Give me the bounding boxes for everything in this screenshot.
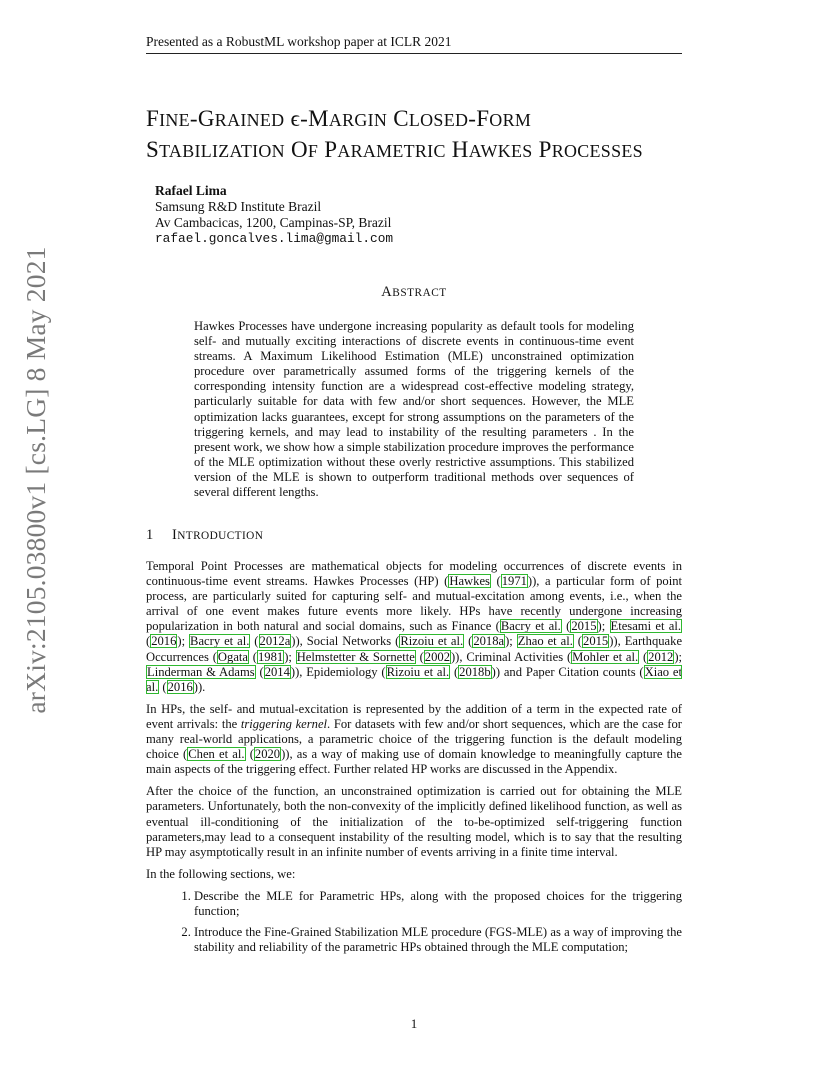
citation-link[interactable]: 2016 [167, 679, 193, 694]
citation-link[interactable]: Hawkes [449, 574, 490, 589]
section-number: 1 [146, 527, 154, 543]
arxiv-identifier [14, 246, 58, 714]
citation-link[interactable]: Rizoiu et al. [386, 664, 450, 679]
citation-link[interactable]: 2014 [264, 664, 290, 679]
paragraph-3: After the choice of the function, an unconstrained optimization is carried out for obtaining the MLE parameters. Unfortunately, both the non-convexity of the implicitly defined likelihood function, as well as eventual ill-conditioning of the initialization of the to-be-optimized self-triggering function parameters,may lead to a consequent instability of the resulting model, which is to say that the resulting HP may asymptotically result in an infinite number of events arriving in a finite time interval. [146, 784, 682, 859]
page-number: 1 [410, 1016, 418, 1031]
citation-link[interactable]: 2016 [151, 634, 177, 649]
citation-link[interactable]: Ogata [217, 649, 248, 664]
abstract-heading-text: ABSTRACT [381, 284, 447, 300]
list-item: 2. Introduce the Fine-Grained Stabilization MLE procedure (FGS-MLE) as a way of improving the stability and reliability of the parametric HPs obtained through the MLE computation; [194, 925, 682, 955]
paragraph-1: Temporal Point Processes are mathematical objects for modeling occurrences of discrete events in continuous-time event streams. Hawkes Processes (HP) (Hawkes (1971)), a particular form of point process, are particularly suited for capturing self- and mutual-excitation among events, i.e., when the arrival of one event makes future events more likely. HPs have recently undergone increasing popularization in both natural and social domains, such as Finance (Bacry et al. (2015); Etesami et al. (2016); Bacry et al. (2012a)), Social Networks (Rizoiu et al. (2018a); Zhao et al. (2015)), Earthquake Occurrences (Ogata (1981); Helmstetter & Sornette (2002)), Criminal Activities (Mohler et al. (2012); Linderman & Adams (2014)), Epidemiology (Rizoiu et al. (2018b)) and Paper Citation counts (Xiao et al. (2016)). [146, 559, 683, 694]
citation-link[interactable]: Chen et al. [188, 747, 245, 762]
author-address: Av Cambacicas, 1200, Campinas-SP, Brazil [155, 215, 392, 230]
citation-link[interactable]: Linderman & Adams [147, 664, 255, 679]
venue-header: Presented as a RobustML workshop paper at ICLR 2021 [146, 34, 452, 49]
citation-link[interactable]: 2020 [254, 747, 281, 762]
section-title: INTRODUCTION [172, 527, 264, 543]
list-item: 1. Describe the MLE for Parametric HPs, along with the proposed choices for the triggering function; [194, 889, 682, 919]
contribution-list [146, 889, 682, 955]
citation-link[interactable]: Bacry et al. [190, 634, 250, 649]
citation-link[interactable]: 2018a [473, 634, 505, 649]
citation-link[interactable]: Helmstetter & Sornette [296, 649, 415, 664]
citation-link[interactable]: Mohler et al. [572, 649, 639, 664]
citation-link[interactable]: 2018b [459, 664, 491, 679]
author-affiliation: Samsung R&D Institute Brazil [155, 199, 322, 214]
author-block [155, 183, 393, 247]
abstract-text: Hawkes Processes have undergone increasing popularity as default tools for modeling self- and mutually exciting interactions of discrete events in continuous-time event streams. A Maximum Likelihood Estimation (MLE) unconstrained optimization procedure over parametrically assumed forms of the triggering kernels of the corresponding intensity function are a widespread cost-effective modeling strategy, particularly suitable for data with few and/or short sequences. However, the MLE optimization lacks guarantees, except for strong assumptions on the parameters of the triggering kernels, and may lead to instability of the resulting parameters . In the present work, we show how a simple stabilization procedure improves the performance of the MLE optimization without these overly restrictive assumptions. This stabilized version of the MLE is shown to outperform traditional methods over sequences of several different lengths. [194, 319, 634, 500]
citation-link[interactable]: 2002 [424, 649, 450, 664]
emphasis-triggering-kernel: triggering kernel [240, 716, 328, 731]
citation-link[interactable]: 2015 [583, 634, 609, 649]
citation-link[interactable]: Zhao et al. [517, 634, 573, 649]
title-line-2-text: STABILIZATION OF PARAMETRIC HAWKES PROCESSES [146, 137, 643, 162]
abstract-heading [0, 284, 828, 301]
paper-title [146, 104, 706, 166]
citation-link[interactable]: Rizoiu et al. [400, 634, 464, 649]
section-body [146, 559, 682, 961]
citation-link[interactable]: 2015 [571, 619, 597, 634]
citation-link[interactable]: 1971 [501, 574, 527, 589]
title-line-1 [146, 104, 706, 135]
paragraph-2: In HPs, the self- and mutual-excitation is represented by the addition of a term in the expected rate of event arrivals: the triggering kernel. For datasets with few and/or short sequences, which are the case for many real-world applications, a parametric choice of the triggering function is the default modeling choice (Chen et al. (2020)), as a way of making use of domain knowledge to meaningfully capture the main aspects of the triggering effect. Further related HP works are discussed in the Appendix. [146, 701, 682, 777]
title-line-2 [146, 135, 706, 166]
citation-link[interactable]: 2012a [259, 634, 291, 649]
arxiv-identifier-text: arXiv:2105.03800v1 [cs.LG] 8 May 2021 [20, 246, 51, 714]
citation-link[interactable]: 2012 [648, 649, 674, 664]
citation-link[interactable]: Etesami et al. [610, 619, 681, 634]
header-rule [146, 53, 682, 54]
citation-link[interactable]: Xiao et al. [146, 664, 683, 694]
author-name: Rafael Lima [155, 183, 227, 198]
title-line-1-text: FINE-GRAINED ϵ-MARGIN CLOSED-FORM [146, 106, 532, 131]
paragraph-4: In the following sections, we: [146, 866, 296, 881]
section-heading [146, 527, 263, 544]
citation-link[interactable]: Bacry et al. [500, 619, 561, 634]
citation-link[interactable]: 1981 [258, 649, 284, 664]
author-email[interactable]: rafael.goncalves.lima@gmail.com [155, 231, 394, 246]
